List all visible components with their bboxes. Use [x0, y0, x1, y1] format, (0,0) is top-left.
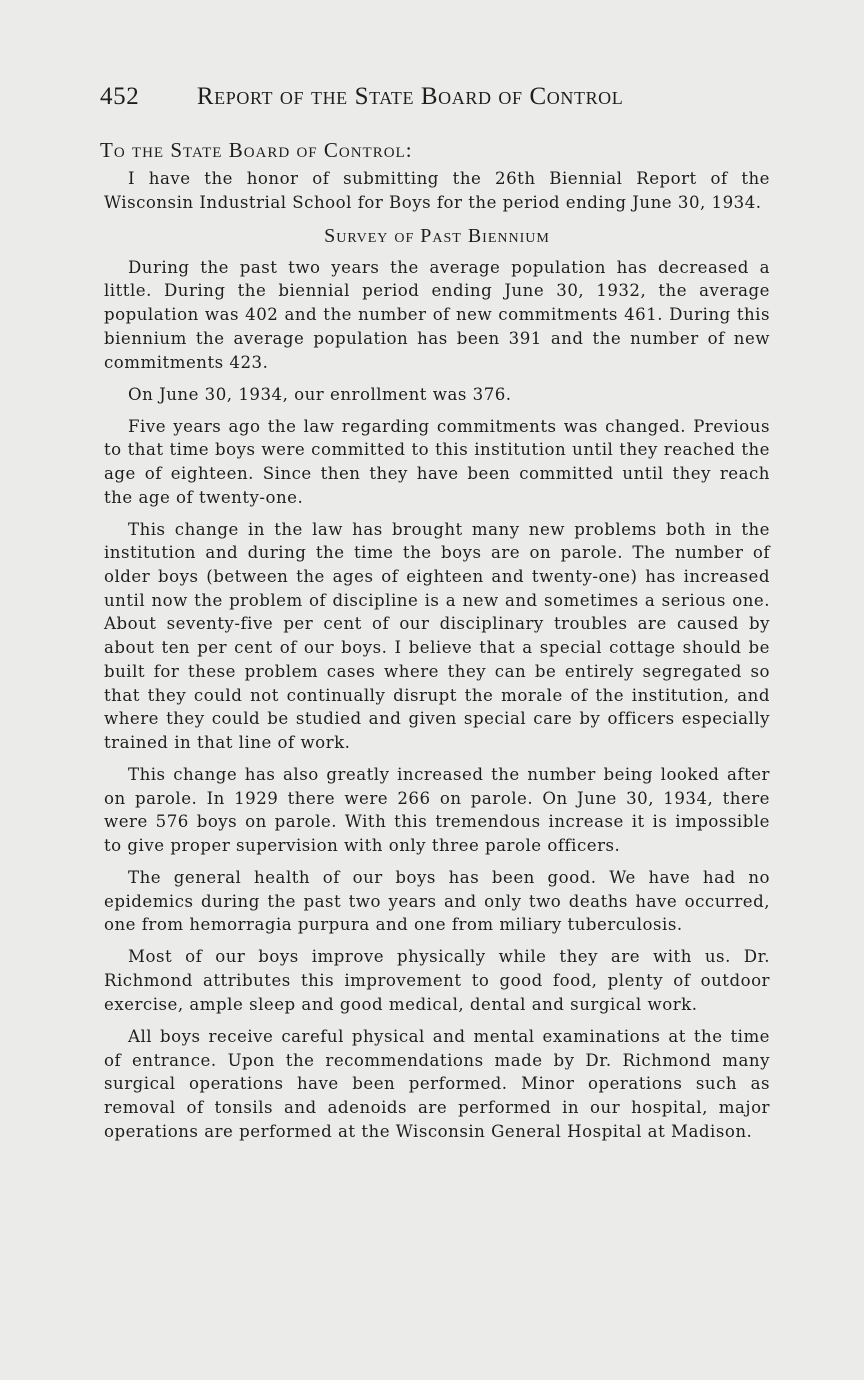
page-header: [100, 80, 780, 114]
salutation: To the State Board of Control:: [100, 138, 413, 162]
paragraph-health: The general health of our boys has been good. We have had no epidemics during the past two years and only two deaths have occurred, one from hemorragia purpura and one from miliary tuberculosis.: [104, 868, 770, 935]
paragraph-examinations: All boys receive careful physical and mental examinations at the time of entrance. Upon the recommendations made by Dr. Richmond many surgical operations have been performed. Minor operations such as removal of tonsils and adenoids are performed in our hospital, major operations are performed at the Wisconsin General Hospital at Madison.: [104, 1026, 770, 1141]
intro-paragraph: I have the honor of submitting the 26th Biennial Report of the Wisconsin Industrial School for Boys for the period ending June 30, 1934.: [104, 169, 770, 212]
paragraph-discipline: This change in the law has brought many new problems both in the institution and during the time the boys are on parole. The number of older boys (between the ages of eighteen and twenty-one) has increased until now the problem of discipline is a new and sometimes a serious one. About seventy-five per cent of our disciplinary troubles are caused by about ten per cent of our boys. I believe that a special cottage should be built for these problem cases where they can be entirely segregated so that they could not continually disrupt the morale of the institution, and where they could be studied and given special care by officers especially trained in that line of work.: [104, 519, 770, 752]
paragraph-enrollment: On June 30, 1934, our enrollment was 376.: [128, 384, 512, 404]
paragraph-population: During the past two years the average population has decreased a little. During the biennial period ending June 30, 1932, the average population was 402 and the number of new commitments 461. During this biennium the average population has been 391 and the number of new commitments 423.: [104, 257, 770, 372]
paragraph-physical-improvement: Most of our boys improve physically while they are with us. Dr. Richmond attributes this improvement to good food, plenty of outdoor exercise, ample sleep and good medical, dental and surgical work.: [104, 947, 770, 1014]
paragraph-parole: This change has also greatly increased the number being looked after on parole. In 1929 there were 266 on parole. On June 30, 1934, there were 576 boys on parole. With this tremendous increase it is impossible to give proper supervision with only three parole officers.: [104, 764, 770, 856]
section-heading: Survey of Past Biennium: [324, 224, 550, 247]
report-body: [104, 167, 770, 1152]
running-title: Report of the State Board of Control: [196, 83, 624, 110]
page-number: 452: [100, 83, 140, 110]
paragraph-commitment-law: Five years ago the law regarding commitments was changed. Previous to that time boys were committed to this institution until they reached the age of eighteen. Since then they have been committed until they reach the age of twenty-one.: [104, 416, 770, 507]
